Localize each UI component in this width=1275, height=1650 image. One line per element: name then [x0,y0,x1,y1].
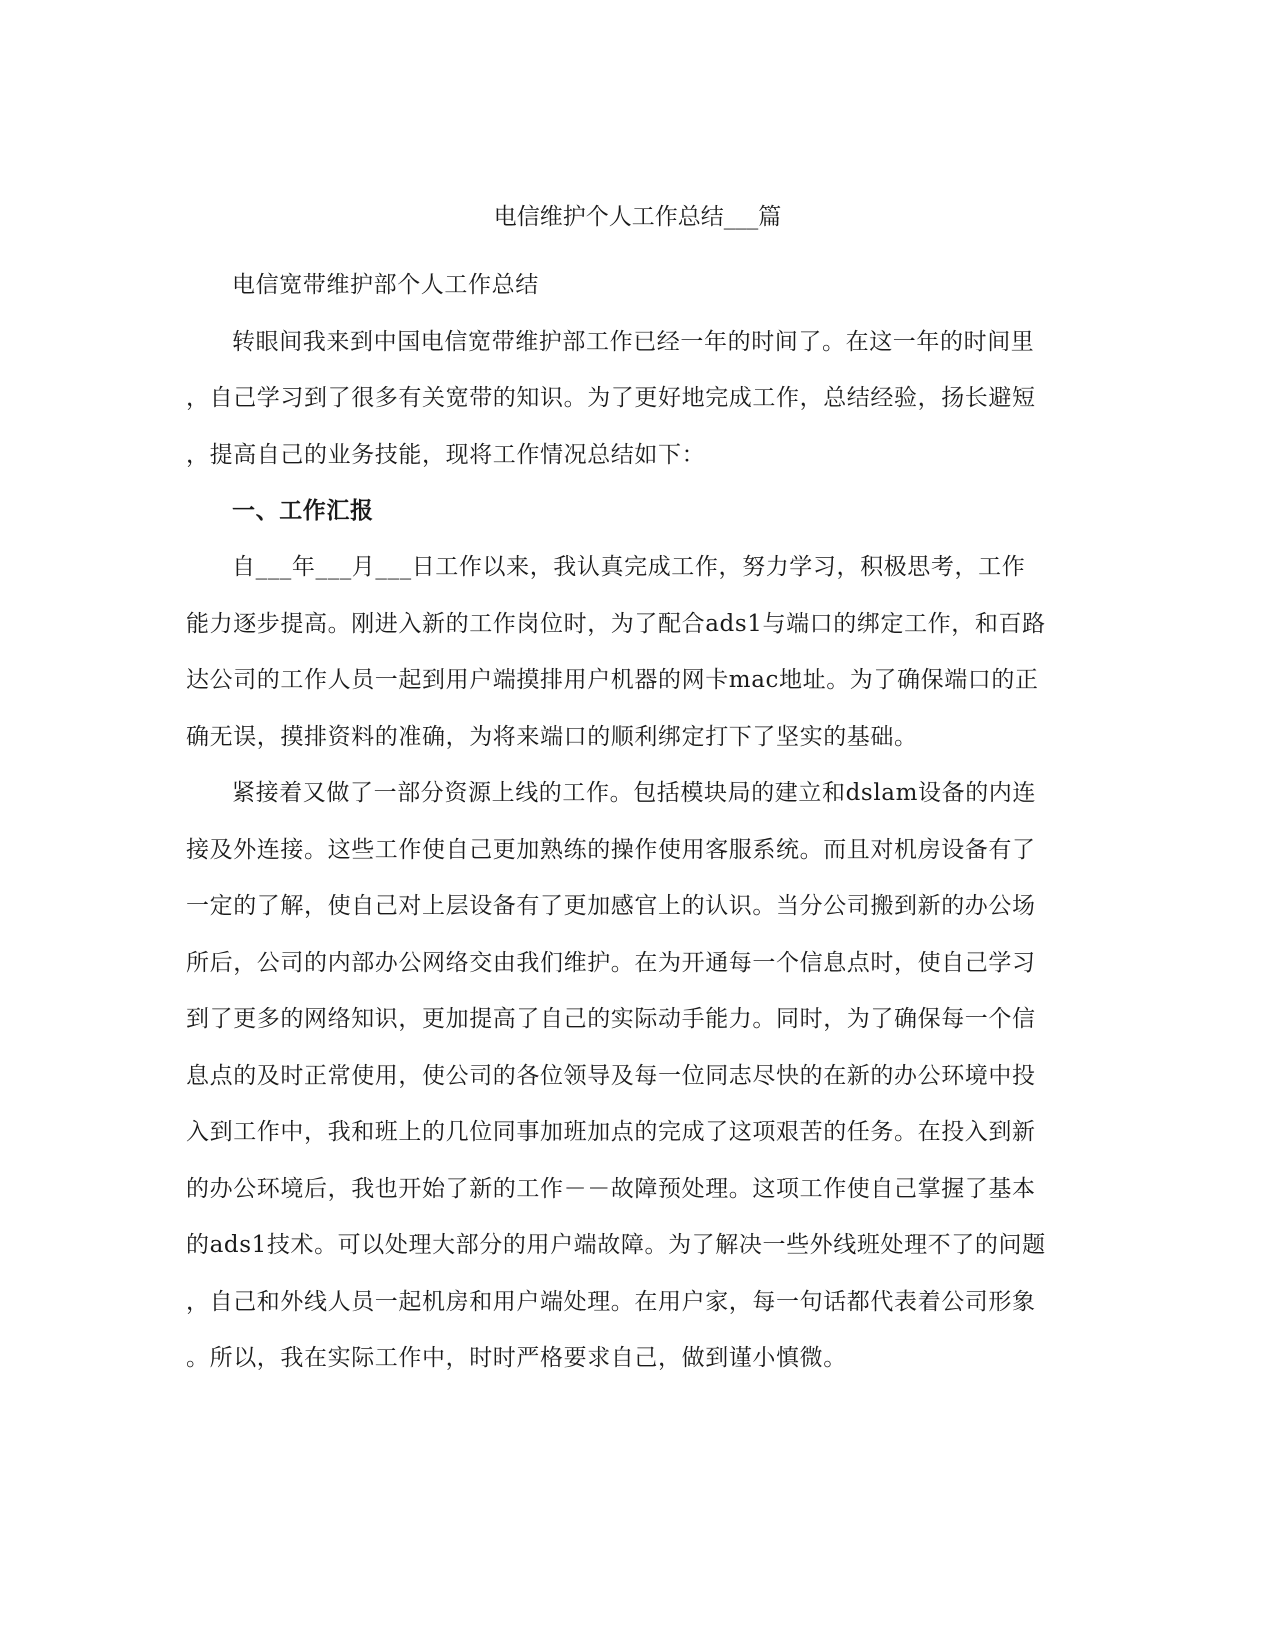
paragraph-line: 到了更多的网络知识，更加提高了自己的实际动手能力。同时，为了确保每一个信 [186,1006,1036,1032]
paragraph-line: 达公司的工作人员一起到用户端摸排用户机器的网卡mac地址。为了确保端口的正 [186,667,1039,693]
paragraph-line: 转眼间我来到中国电信宽带维护部工作已经一年的时间了。在这一年的时间里 [232,329,1035,355]
paragraph-line: 的办公环境后，我也开始了新的工作－－故障预处理。这项工作使自己掌握了基本 [186,1176,1036,1202]
paragraph-line: 一定的了解，使自己对上层设备有了更加感官上的认识。当分公司搬到新的办公场 [186,893,1036,919]
paragraph-line: 息点的及时正常使用，使公司的各位领导及每一位同志尽快的在新的办公环境中投 [186,1063,1036,1089]
document-subtitle: 电信宽带维护部个人工作总结 [232,272,539,298]
paragraph-line: 入到工作中，我和班上的几位同事加班加点的完成了这项艰苦的任务。在投入到新 [186,1119,1036,1145]
paragraph-line: 的ads1技术。可以处理大部分的用户端故障。为了解决一些外线班处理不了的问题 [186,1232,1046,1258]
paragraph-line: 。所以，我在实际工作中，时时严格要求自己，做到谨小慎微。 [186,1345,847,1371]
paragraph-line: ，自己和外线人员一起机房和用户端处理。在用户家，每一句话都代表着公司形象 [186,1289,1036,1315]
paragraph-line: ，自己学习到了很多有关宽带的知识。为了更好地完成工作，总结经验，扬长避短 [186,385,1036,411]
document-title: 电信维护个人工作总结___篇 [493,204,782,230]
paragraph-line: 确无误，摸排资料的准确，为将来端口的顺利绑定打下了坚实的基础。 [186,724,918,750]
paragraph-line: 能力逐步提高。刚进入新的工作岗位时，为了配合ads1与端口的绑定工作，和百路 [186,611,1046,637]
paragraph-line: 接及外连接。这些工作使自己更加熟练的操作使用客服系统。而且对机房设备有了 [186,837,1036,863]
section-heading: 一、工作汇报 [232,497,374,524]
paragraph-line: ，提高自己的业务技能，现将工作情况总结如下： [186,442,706,468]
paragraph-line: 所后，公司的内部办公网络交由我们维护。在为开通每一个信息点时，使自己学习 [186,950,1036,976]
paragraph-line: 紧接着又做了一部分资源上线的工作。包括模块局的建立和dslam设备的内连 [232,780,1037,806]
paragraph-line: 自___年___月___日工作以来，我认真完成工作，努力学习，积极思考，工作 [232,554,1026,580]
